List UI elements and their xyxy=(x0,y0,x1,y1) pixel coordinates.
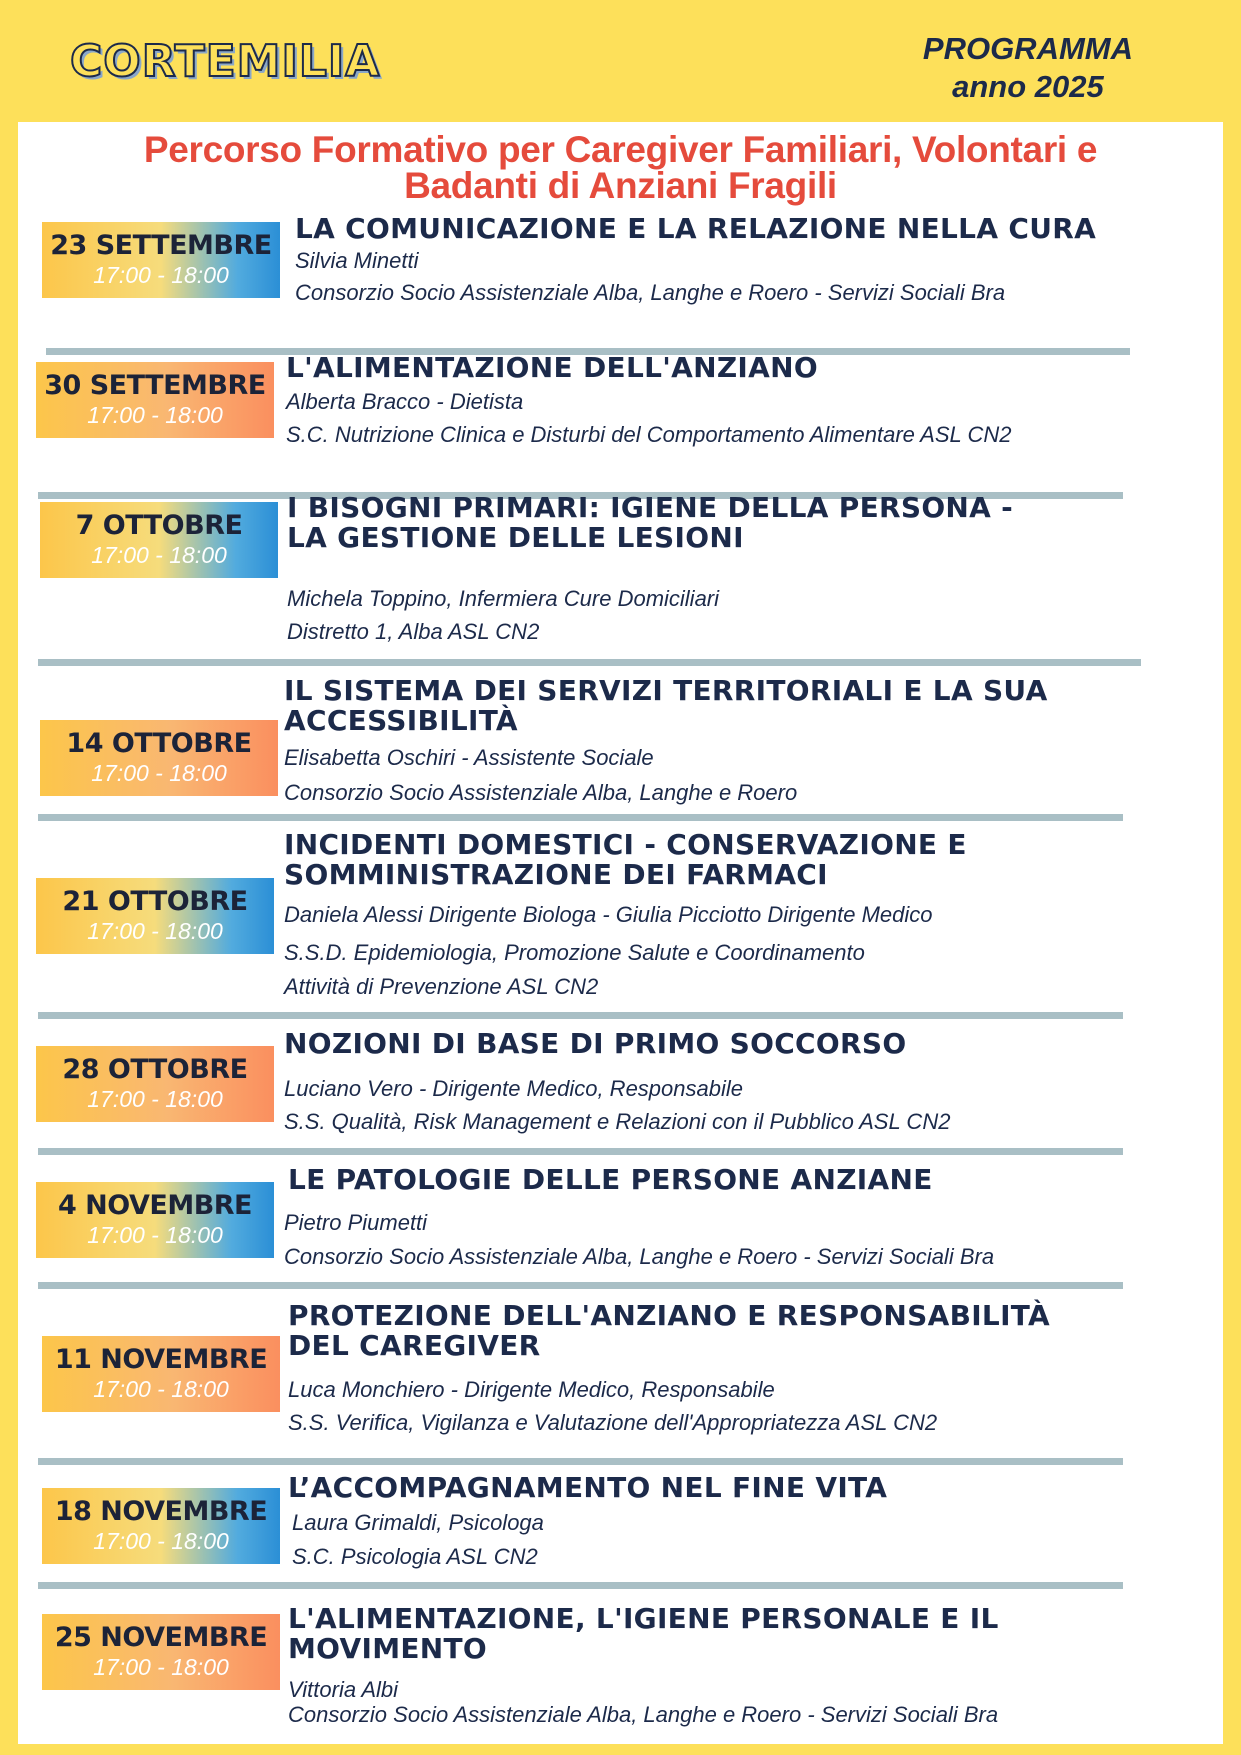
separator xyxy=(38,1012,1123,1019)
event-title-line: SOMMINISTRAZIONE DEI FARMACI xyxy=(284,858,828,891)
event-speaker: Vittoria Albi xyxy=(288,1677,399,1702)
event-title xyxy=(284,1029,906,1059)
event-date: 30 SETTEMBRE xyxy=(44,370,266,401)
event-time: 17:00 - 18:00 xyxy=(87,1222,223,1248)
event-time: 17:00 - 18:00 xyxy=(91,542,227,568)
event-date-box xyxy=(36,1046,274,1122)
event-speaker: Laura Grimaldi, Psicologa xyxy=(292,1510,544,1535)
event-date-box xyxy=(42,222,280,298)
event-title-line: L'ALIMENTAZIONE, L'IGIENE PERSONALE E IL xyxy=(288,1602,999,1635)
event-time: 17:00 - 18:00 xyxy=(87,402,223,428)
town-name: CORTEMILIA xyxy=(70,36,381,87)
event-time: 17:00 - 18:00 xyxy=(91,760,227,786)
event-title xyxy=(288,1604,999,1664)
event-title-line: ACCESSIBILITÀ xyxy=(284,704,518,737)
course-title-line-2: Badanti di Anziani Fragili xyxy=(404,165,837,206)
event-title-line: MOVIMENTO xyxy=(288,1632,488,1665)
event-title-line: LA COMUNICAZIONE E LA RELAZIONE NELLA CURA xyxy=(295,212,1097,245)
program-year: anno 2025 xyxy=(952,69,1104,104)
event-title-line: L’ACCOMPAGNAMENTO NEL FINE VITA xyxy=(288,1471,888,1504)
event-title xyxy=(288,1301,1050,1361)
event-date-box xyxy=(42,1614,280,1690)
event-organization: Consorzio Socio Assistenziale Alba, Langhe e Roero - Servizi Sociali Bra xyxy=(288,1702,999,1727)
course-title xyxy=(18,129,1223,206)
event-title-line: LE PATOLOGIE DELLE PERSONE ANZIANE xyxy=(288,1163,933,1196)
event-title-line: I BISOGNI PRIMARI: IGIENE DELLA PERSONA - xyxy=(287,491,1014,524)
event-title-line: PROTEZIONE DELL'ANZIANO E RESPONSABILITÀ xyxy=(288,1299,1050,1332)
separator xyxy=(38,1148,1123,1155)
event-title xyxy=(288,1165,933,1195)
event-date: 23 SETTEMBRE xyxy=(50,230,272,261)
event-date: 21 OTTOBRE xyxy=(62,886,248,917)
separator xyxy=(38,659,1141,666)
event-time: 17:00 - 18:00 xyxy=(93,1376,229,1402)
event-organization: Consorzio Socio Assistenziale Alba, Langhe e Roero - Servizi Sociali Bra xyxy=(284,1244,995,1269)
event-title-line: L'ALIMENTAZIONE DELL'ANZIANO xyxy=(286,351,818,384)
event-title-line: DEL CAREGIVER xyxy=(288,1329,541,1362)
event-date-box xyxy=(36,1182,274,1258)
event-speaker: Michela Toppino, Infermiera Cure Domiciliari xyxy=(287,586,720,611)
event-organization: S.S. Qualità, Risk Management e Relazioni con il Pubblico ASL CN2 xyxy=(284,1109,951,1134)
event-title xyxy=(295,214,1096,244)
event-date: 25 NOVEMBRE xyxy=(54,1622,268,1653)
event-time: 17:00 - 18:00 xyxy=(87,918,223,944)
event-speaker: Pietro Piumetti xyxy=(284,1210,428,1235)
event-speaker: Elisabetta Oschiri - Assistente Sociale xyxy=(284,745,654,770)
separator xyxy=(38,814,1123,821)
event-date: 4 NOVEMBRE xyxy=(57,1190,253,1221)
event-date: 28 OTTOBRE xyxy=(62,1054,248,1085)
separator xyxy=(38,1282,1123,1289)
event-organization: S.C. Psicologia ASL CN2 xyxy=(292,1544,538,1569)
program-line-1: PROGRAMMA xyxy=(922,31,1133,66)
event-date-box xyxy=(36,362,274,438)
event-date: 11 NOVEMBRE xyxy=(54,1344,268,1375)
event-organization: S.C. Nutrizione Clinica e Disturbi del Comportamento Alimentare ASL CN2 xyxy=(286,422,1012,447)
event-organization: S.S.D. Epidemiologia, Promozione Salute e Coordinamento xyxy=(284,940,865,965)
event-organization: S.S. Verifica, Vigilanza e Valutazione dell'Appropriatezza ASL CN2 xyxy=(288,1410,938,1435)
event-date-box xyxy=(40,720,278,796)
event-organization: Consorzio Socio Assistenziale Alba, Langhe e Roero - Servizi Sociali Bra xyxy=(295,280,1006,305)
event-title xyxy=(286,353,818,383)
separator xyxy=(38,1458,1123,1465)
event-time: 17:00 - 18:00 xyxy=(93,1528,229,1554)
event-title-line: INCIDENTI DOMESTICI - CONSERVAZIONE E xyxy=(284,828,967,861)
event-time: 17:00 - 18:00 xyxy=(87,1086,223,1112)
event-title-line: IL SISTEMA DEI SERVIZI TERRITORIALI E LA SUA xyxy=(284,674,1048,707)
event-organization: Distretto 1, Alba ASL CN2 xyxy=(287,619,540,644)
event-date-box xyxy=(36,878,274,954)
course-title-line-1: Percorso Formativo per Caregiver Familiari, Volontari e xyxy=(143,129,1098,170)
event-date-box xyxy=(42,1488,280,1564)
event-title xyxy=(287,493,1013,553)
event-date: 14 OTTOBRE xyxy=(66,728,252,759)
event-title xyxy=(288,1473,887,1503)
event-speaker: Silvia Minetti xyxy=(295,248,419,273)
event-time: 17:00 - 18:00 xyxy=(93,1654,229,1680)
event-speaker: Luciano Vero - Dirigente Medico, Responsabile xyxy=(284,1076,743,1101)
event-date: 18 NOVEMBRE xyxy=(54,1496,268,1527)
event-date-box xyxy=(42,1336,280,1412)
program-label xyxy=(923,30,1133,106)
event-title-line: NOZIONI DI BASE DI PRIMO SOCCORSO xyxy=(284,1027,907,1060)
event-title xyxy=(284,830,967,890)
separator xyxy=(38,1582,1123,1589)
event-date: 7 OTTOBRE xyxy=(75,510,243,541)
event-speaker: Luca Monchiero - Dirigente Medico, Responsabile xyxy=(288,1377,775,1402)
event-title-line: LA GESTIONE DELLE LESIONI xyxy=(287,521,744,554)
event-speaker: Daniela Alessi Dirigente Biologa - Giulia Picciotto Dirigente Medico xyxy=(284,902,933,927)
event-organization: Consorzio Socio Assistenziale Alba, Langhe e Roero xyxy=(284,780,798,805)
program-panel xyxy=(18,122,1223,1744)
event-title xyxy=(284,676,1048,736)
event-speaker: Alberta Bracco - Dietista xyxy=(286,389,524,414)
event-date-box xyxy=(40,502,278,578)
event-time: 17:00 - 18:00 xyxy=(93,262,229,288)
event-organization: Attività di Prevenzione ASL CN2 xyxy=(284,974,599,999)
